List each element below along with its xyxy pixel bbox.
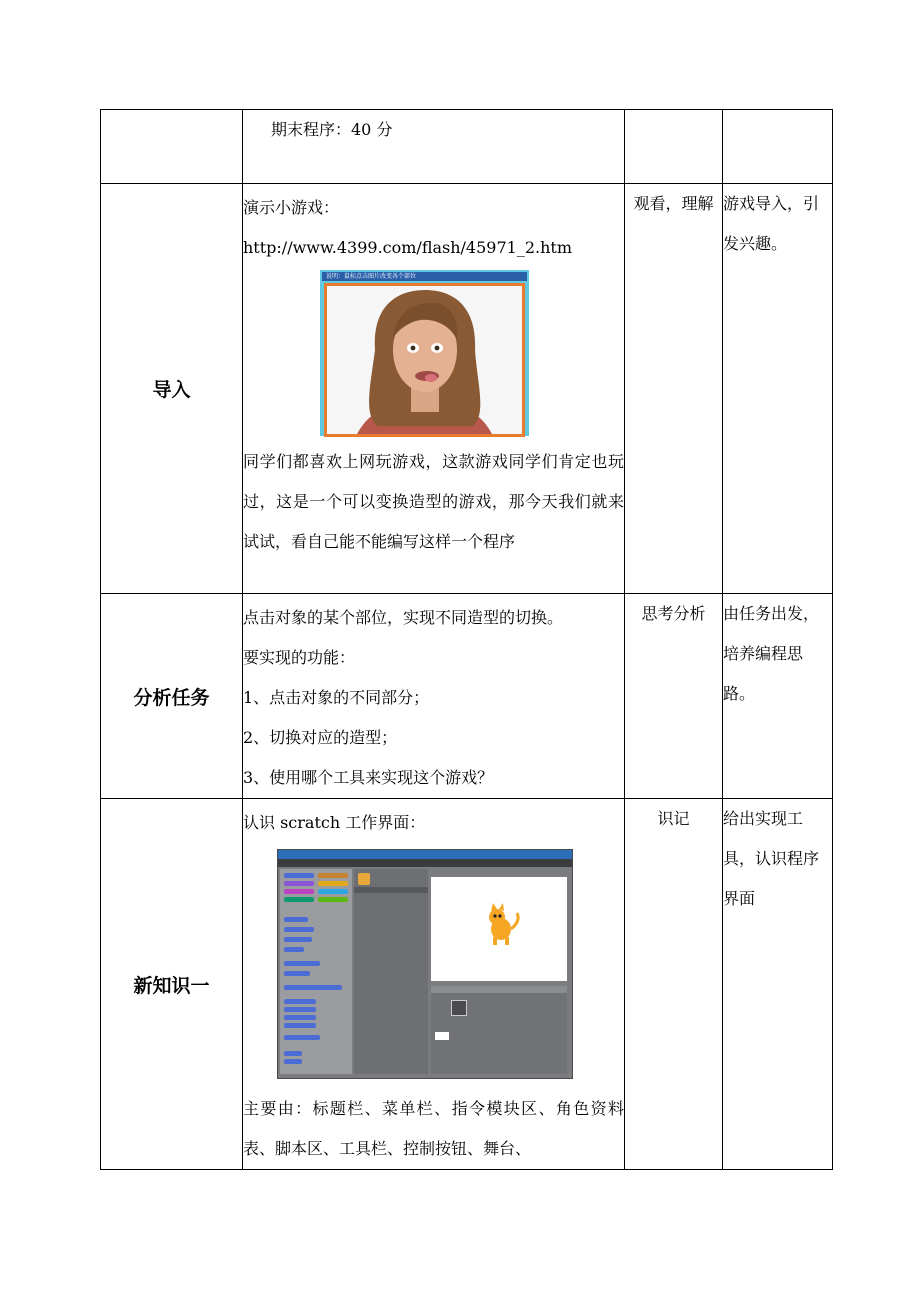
scratch-intro: 认识 scratch 工作界面： (243, 813, 426, 832)
ui-parts-paragraph: 主要由：标题栏、菜单栏、指令模块区、角色资料表、脚本区、工具栏、控制按钮、舞台、 (243, 1099, 624, 1158)
face-image (327, 286, 522, 434)
content-cell (243, 184, 625, 594)
task-line: 点击对象的某个部位，实现不同造型的切换。 (243, 608, 564, 627)
stage-cell-new-knowledge: 新知识一 (101, 799, 243, 1170)
task-line: 1、点击对象的不同部分； (243, 688, 430, 707)
game-screenshot (320, 270, 529, 436)
scratch-block-palette (280, 869, 352, 1074)
game-url: http://www.4399.com/flash/45971_2.htm (243, 238, 572, 257)
score-line: 期末程序：40 分 (271, 120, 393, 139)
scratch-script-area (354, 869, 428, 1074)
intent-cell (723, 110, 833, 184)
intent-cell: 给出实现工具，认识程序界面 (723, 799, 833, 1170)
stage-cell (101, 110, 243, 184)
table-row (101, 594, 833, 799)
scratch-titlebar (278, 850, 572, 859)
task-line: 3、使用哪个工具来实现这个游戏？ (243, 768, 494, 787)
table-row (101, 799, 833, 1170)
scratch-screenshot (277, 849, 573, 1079)
task-line: 2、切换对应的造型； (243, 728, 398, 747)
game-frame (324, 283, 525, 437)
content-cell (243, 110, 625, 184)
scratch-sprite-list (431, 986, 567, 1074)
intent-cell: 由任务出发，培养编程思路。 (723, 594, 833, 799)
activity-cell: 观看，理解 (625, 184, 723, 594)
intent-cell: 游戏导入，引发兴趣。 (723, 184, 833, 594)
intro-paragraph: 同学们都喜欢上网玩游戏，这款游戏同学们肯定也玩过，这是一个可以变换造型的游戏，那今天我们就来试试，看自己能不能编写这样一个程序 (243, 452, 624, 551)
demo-label: 演示小游戏： (243, 198, 340, 217)
task-line: 要实现的功能： (243, 648, 356, 667)
table-row (101, 184, 833, 594)
activity-cell: 识记 (625, 799, 723, 1170)
activity-cell: 思考分析 (625, 594, 723, 799)
content-cell (243, 799, 625, 1170)
scratch-cat-sprite (431, 877, 567, 981)
scratch-stage (431, 877, 567, 981)
table-row (101, 110, 833, 184)
stage-cell-analysis: 分析任务 (101, 594, 243, 799)
lesson-plan-table (100, 109, 833, 1170)
activity-cell (625, 110, 723, 184)
scratch-menubar (278, 859, 572, 867)
content-cell (243, 594, 625, 799)
game-banner: 说明：鼠标点击图片改变各个部位 (322, 272, 527, 281)
stage-cell-intro: 导入 (101, 184, 243, 594)
